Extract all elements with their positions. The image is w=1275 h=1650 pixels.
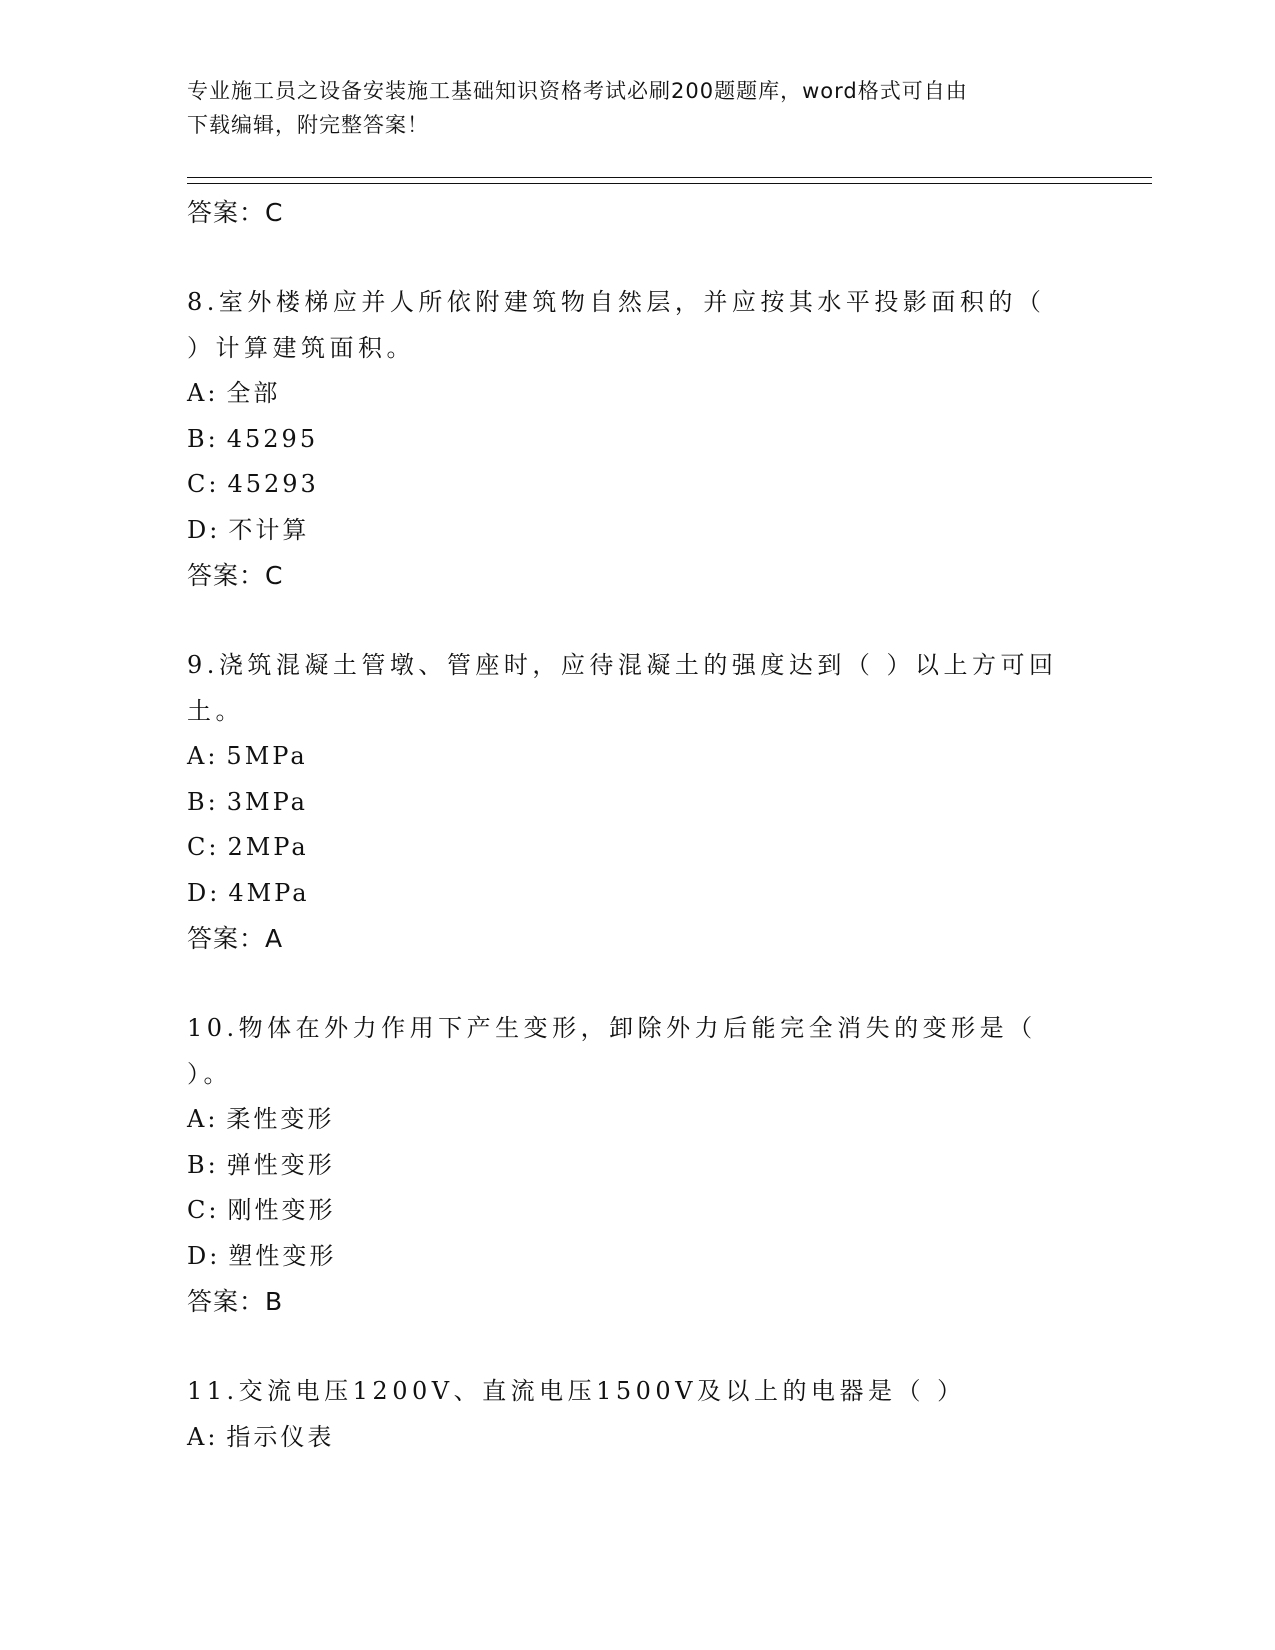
answer: 答案：B [187,1287,284,1316]
question-10 [187,1006,1087,1325]
option-key: A: [187,1422,219,1451]
option-key: D: [187,1241,221,1270]
spacer [187,599,1087,643]
header-line-2: 下载编辑，附完整答案！ [187,113,429,137]
option-text: 指示仪表 [226,1422,335,1451]
option-key: A: [187,1105,219,1133]
option-key: B: [187,424,219,453]
question-text-line-1: 9.浇筑混凝土管墩、管座时，应待混凝土的强度达到（ ）以上方可回 [187,651,1058,679]
option-c [187,1188,1087,1234]
answer: 答案：A [187,924,284,953]
option-d [187,1234,1087,1280]
question-text-line-2: ）。 [187,1059,232,1088]
spacer [187,962,1087,1006]
question-list [187,190,1087,1460]
option-text: 45295 [226,424,319,453]
option-key: C: [187,1196,220,1224]
option-key: A: [187,379,219,407]
option-text: 塑性变形 [228,1241,337,1270]
option-text: 全部 [226,379,281,407]
question-text-line-2: ）计算建筑面积。 [187,333,415,362]
option-d [187,508,1087,554]
option-text: 4MPa [228,878,310,907]
option-key: D: [187,878,221,907]
question-text-line-1: 8.室外楼梯应并人所依附建筑物自然层，并应按其水平投影面积的（ [187,288,1046,316]
option-a [187,1415,1087,1461]
option-c [187,825,1087,871]
header-divider-bottom [187,183,1152,184]
spacer [187,236,1087,280]
option-key: A: [187,742,219,770]
option-text: 45293 [227,470,319,498]
option-text: 弹性变形 [226,1150,335,1179]
answer: 答案：C [187,561,284,590]
option-text: 刚性变形 [227,1196,336,1224]
option-b [187,1143,1087,1189]
option-text: 2MPa [227,833,309,861]
question-text-line-1: 10.物体在外力作用下产生变形，卸除外力后能完全消失的变形是（ [187,1014,1037,1042]
option-a [187,734,1087,780]
question-8 [187,280,1087,599]
answer-previous: 答案：C [187,198,284,227]
option-key: B: [187,1150,219,1179]
question-text-line-1: 11.交流电压1200V、直流电压1500V及以上的电器是（ ） [187,1377,966,1405]
option-text: 5MPa [226,742,308,770]
option-d [187,871,1087,917]
option-b [187,780,1087,826]
option-text: 3MPa [226,787,308,816]
option-text: 柔性变形 [226,1105,335,1133]
question-text-line-2: 土。 [187,696,244,725]
option-key: C: [187,833,220,861]
spacer [187,1325,1087,1369]
option-text: 不计算 [228,515,310,544]
document-header [187,74,1067,142]
option-key: B: [187,787,219,816]
option-key: C: [187,470,220,498]
question-9 [187,643,1087,962]
option-b [187,417,1087,463]
header-line-1: 专业施工员之设备安装施工基础知识资格考试必刷200题题库，word格式可自由 [187,79,968,103]
option-c [187,462,1087,508]
option-a [187,371,1087,417]
question-11 [187,1369,1087,1460]
option-a [187,1097,1087,1143]
option-key: D: [187,515,221,544]
header-divider-top [187,177,1152,178]
